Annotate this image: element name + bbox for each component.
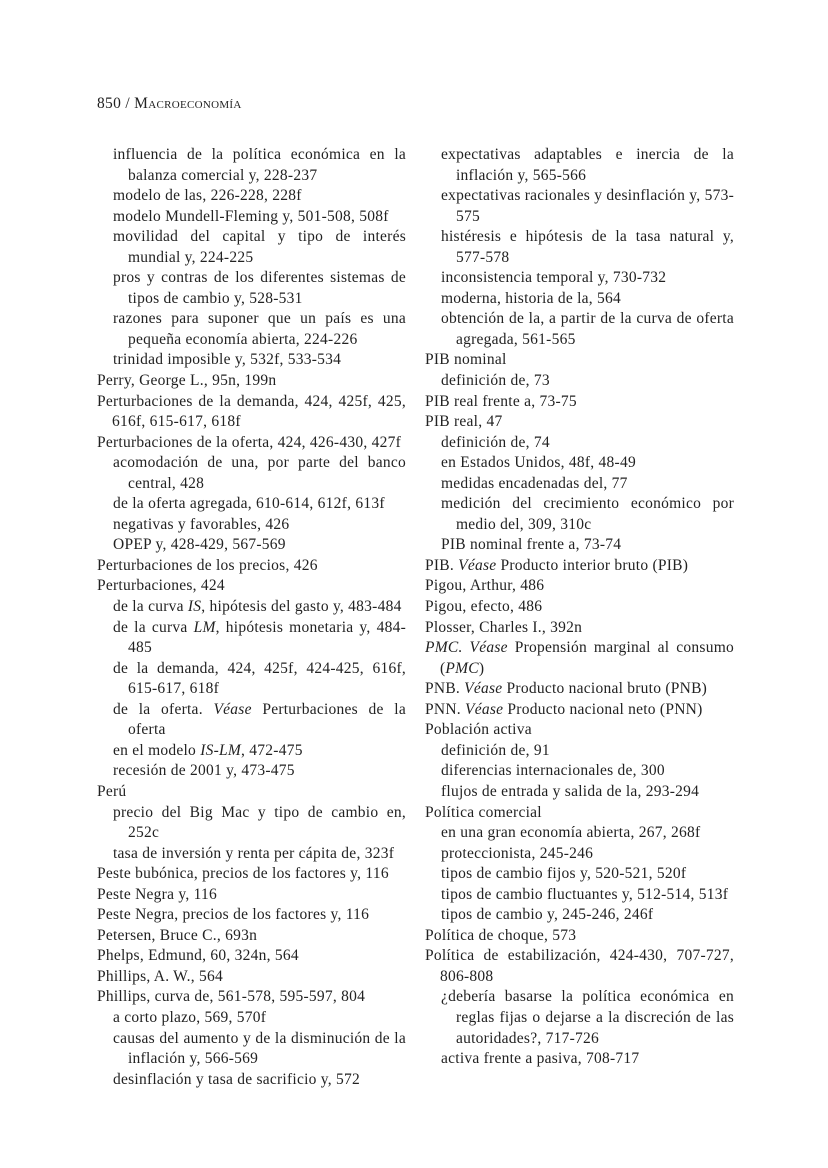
entry-text: Petersen, Bruce C., 693n [97,926,258,944]
page-number: 850 [97,95,122,112]
entry-text: expectativas adaptables e inercia de la inflación y, 565-566 [441,146,734,184]
entry-text: modelo de las, 226-228, 228f [113,187,302,205]
entry-text: desinflación y tasa de sacrificio y, 572 [113,1070,361,1088]
entry-text: tipos de cambio fluctuantes y, 512-514, 513f [441,885,729,903]
index-entry [97,864,406,885]
entry-text: Perry, George L., 95n, 199n [97,372,277,390]
index-entry [425,597,734,618]
entry-text: PIB nominal frente a, 73-74 [441,536,622,554]
index-subentry [113,145,406,186]
running-header [97,95,242,113]
entry-text: ) [478,659,485,677]
entry-text: definición de, 73 [441,372,550,390]
index-subentry [113,350,406,371]
index-subentry [441,761,734,782]
entry-text: Producto nacional neto (PNN) [503,700,703,718]
index-subentry [441,782,734,803]
italic-text: LM [193,618,216,636]
index-entry [97,782,406,803]
index-entry [97,433,406,454]
entry-text: de la oferta. [113,700,214,718]
index-entry [425,618,734,639]
entry-text: Peste Negra, precios de los factores y, 116 [97,906,370,924]
index-entry [425,350,734,371]
index-subentry [113,1070,406,1091]
entry-text: diferencias internacionales de, 300 [441,762,665,780]
entry-text: Perturbaciones de los precios, 426 [97,556,318,574]
index-entry [97,967,406,988]
entry-text: Pigou, efecto, 486 [425,598,543,616]
index-subentry [441,1049,734,1070]
index-column-left [97,145,406,1090]
entry-text: medidas encadenadas del, 77 [441,474,628,492]
index-entry [97,946,406,967]
entry-text: proteccionista, 245-246 [441,844,594,862]
entry-text: Política comercial [425,803,542,821]
index-subentry [441,289,734,310]
entry-text: causas del aumento y de la disminución de la inflación y, 566-569 [113,1029,406,1068]
index-subentry [113,844,406,865]
index-subentry [113,535,406,556]
entry-text: PNB. [425,680,465,698]
entry-text: Peste bubónica, precios de los factores y, 116 [97,865,389,883]
entry-text: expectativas racionales y desinflación y, 573-575 [441,187,734,225]
index-subentry [441,474,734,495]
entry-text: PIB real frente a, 73-75 [425,392,577,410]
index-subentry [441,535,734,556]
index-subentry [113,268,406,309]
index-subentry [113,761,406,782]
index-subentry [113,700,406,741]
entry-text: PIB real, 47 [425,413,503,431]
index-subentry [441,371,734,392]
index-column-right [425,145,734,1070]
index-subentry [113,1008,406,1029]
entry-text: pros y contras de los diferentes sistemas de tipos de cambio y, 528-531 [113,269,406,307]
entry-text: movilidad del capital y tipo de interés mundial y, 224-225 [113,228,406,266]
entry-text: definición de, 74 [441,433,550,451]
index-entry [97,371,406,392]
index-subentry [441,227,734,268]
entry-text: ¿debería basarse la política económica en reglas fijas o dejarse a la discreción de las autoridades?, 717-726 [441,988,734,1047]
entry-text: Phillips, A. W., 564 [97,967,224,985]
index-entry [425,412,734,433]
index-subentry [113,1029,406,1070]
index-entry [97,556,406,577]
entry-text: de la curva [113,598,188,616]
entry-text: Perú [97,782,127,800]
entry-text: Phelps, Edmund, 60, 324n, 564 [97,947,299,965]
entry-text: en Estados Unidos, 48f, 48-49 [441,454,636,472]
index-entry [97,987,406,1008]
index-entry [425,946,734,987]
index-subentry [113,515,406,536]
index-entry [425,392,734,413]
entry-text: flujos de entrada y salida de la, 293-294 [441,782,700,800]
entry-text: Peste Negra y, 116 [97,885,218,903]
index-entry [97,905,406,926]
index-subentry [113,803,406,844]
entry-text: a corto plazo, 569, 570f [113,1008,267,1026]
italic-text: Véase [465,700,504,718]
entry-text: , 472-475 [241,741,303,759]
entry-text: PNN. [425,700,466,718]
italic-text: PMC [445,659,479,677]
italic-text: Véase [464,680,503,698]
italic-text: IS-LM [200,741,242,759]
index-subentry [441,453,734,474]
index-entry [97,576,406,597]
index-subentry [441,494,734,535]
italic-text: PMC. Véase [425,639,508,657]
index-subentry [441,823,734,844]
entry-text: tipos de cambio y, 245-246, 246f [441,906,654,924]
entry-text: Producto interior bruto (PIB) [496,556,689,574]
entry-text: histéresis e hipótesis de la tasa natural y, 577-578 [441,228,734,266]
index-subentry [441,885,734,906]
index-subentry [441,309,734,350]
index-subentry [113,494,406,515]
index-entry [425,679,734,700]
entry-text: trinidad imposible y, 532f, 533-534 [113,351,342,369]
index-subentry [113,618,406,659]
entry-text: tasa de inversión y renta per cápita de, 323f [113,844,395,862]
index-subentry [113,186,406,207]
entry-text: activa frente a pasiva, 708-717 [441,1050,640,1068]
entry-text: Política de choque, 573 [425,926,577,944]
entry-text: Propensión marginal al consumo ( [440,639,734,677]
index-entry [425,556,734,577]
entry-text: medición del crecimiento económico por medio del, 309, 310c [441,495,734,533]
entry-text: Perturbaciones de la oferta [128,700,406,739]
entry-text: influencia de la política económica en la balanza comercial y, 228-237 [113,146,406,184]
index-subentry [113,453,406,494]
entry-text: Perturbaciones, 424 [97,577,225,595]
index-entry [425,926,734,947]
index-subentry [441,844,734,865]
entry-text: recesión de 2001 y, 473-475 [113,762,295,780]
index-subentry [441,433,734,454]
entry-text: en el modelo [113,741,201,759]
entry-text: en una gran economía abierta, 267, 268f [441,824,701,842]
entry-text: obtención de la, a partir de la curva de oferta agregada, 561-565 [441,310,734,348]
entry-text: Población activa [425,721,532,739]
index-subentry [441,987,734,1049]
entry-text: Pigou, Arthur, 486 [425,577,545,595]
index-entry [425,700,734,721]
index-entry [425,720,734,741]
entry-text: precio del Big Mac y tipo de cambio en, 252c [113,803,406,842]
entry-text: , hipótesis del gasto y, 483-484 [201,598,402,616]
entry-text: acomodación de una, por parte del banco central, 428 [113,454,406,492]
italic-text: Véase [213,700,252,718]
book-title: Macroeconomía [134,95,242,112]
index-subentry [441,741,734,762]
entry-text: Perturbaciones de la demanda, 424, 425f, 425, 616f, 615-617, 618f [97,392,406,431]
index-entry [425,638,734,679]
entry-text: inconsistencia temporal y, 730-732 [441,269,667,287]
entry-text: tipos de cambio fijos y, 520-521, 520f [441,865,687,883]
entry-text: OPEP y, 428-429, 567-569 [113,536,286,554]
index-subentry [113,597,406,618]
index-subentry [113,741,406,762]
entry-text: negativas y favorables, 426 [113,515,290,533]
index-subentry [113,227,406,268]
index-subentry [113,659,406,700]
entry-text: , hipótesis monetaria y, 484-485 [128,618,406,657]
index-subentry [113,207,406,228]
entry-text: PIB. [425,556,459,574]
entry-text: de la demanda, 424, 425f, 424-425, 616f, 615-617, 618f [113,659,406,698]
index-subentry [441,145,734,186]
italic-text: IS [187,598,202,616]
index-entry [97,885,406,906]
index-subentry [441,186,734,227]
entry-text: de la oferta agregada, 610-614, 612f, 613f [113,495,385,513]
entry-text: Perturbaciones de la oferta, 424, 426-430, 427f [97,433,402,451]
index-subentry [441,268,734,289]
entry-text: moderna, historia de la, 564 [441,289,622,307]
index-subentry [441,905,734,926]
entry-text: de la curva [113,618,194,636]
entry-text: Plosser, Charles I., 392n [425,618,583,636]
entry-text: Phillips, curva de, 561-578, 595-597, 804 [97,988,366,1006]
header-separator: / [121,95,135,112]
index-entry [97,926,406,947]
index-entry [425,803,734,824]
italic-text: Véase [458,556,497,574]
entry-text: Producto nacional bruto (PNB) [502,680,708,698]
index-subentry [113,309,406,350]
entry-text: Política de estabilización, 424-430, 707-727, 806-808 [425,947,734,985]
entry-text: definición de, 91 [441,741,550,759]
index-subentry [441,864,734,885]
index-entry [425,576,734,597]
entry-text: razones para suponer que un país es una pequeña economía abierta, 224-226 [113,310,406,348]
index-entry [97,392,406,433]
entry-text: PIB nominal [425,351,507,369]
entry-text: modelo Mundell-Fleming y, 501-508, 508f [113,207,389,225]
